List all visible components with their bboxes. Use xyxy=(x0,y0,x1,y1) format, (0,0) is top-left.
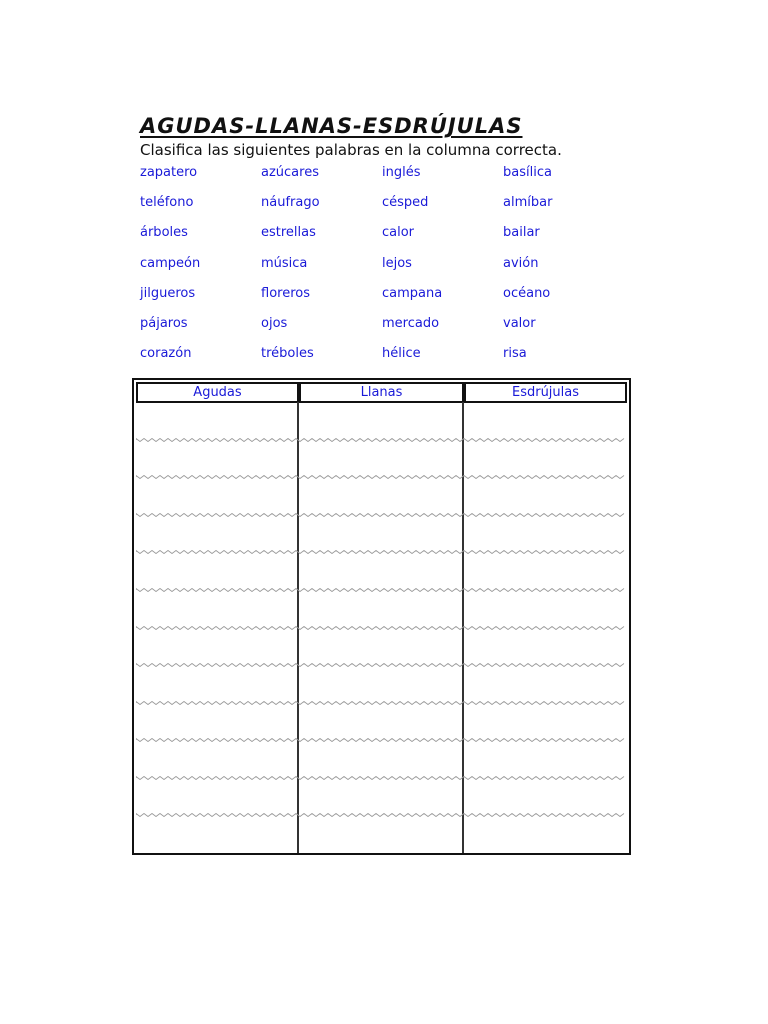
word-item: basílica xyxy=(503,165,552,180)
row-writing-line xyxy=(136,475,627,479)
word-item: océano xyxy=(503,286,551,301)
row-writing-line xyxy=(136,626,627,630)
word-item: azúcares xyxy=(261,165,319,180)
word-item: mercado xyxy=(382,316,440,331)
row-writing-line xyxy=(136,663,627,667)
word-item: avión xyxy=(503,256,539,271)
word-item: árboles xyxy=(140,225,188,240)
word-item: inglés xyxy=(382,165,421,180)
word-item: corazón xyxy=(140,346,192,361)
row-writing-line xyxy=(136,550,627,554)
column-header-esdrujulas: Esdrújulas xyxy=(464,382,627,403)
worksheet-title: AGUDAS-LLANAS-ESDRÚJULAS xyxy=(140,114,523,138)
row-writing-line xyxy=(136,588,627,592)
word-item: zapatero xyxy=(140,165,198,180)
word-item: bailar xyxy=(503,225,540,240)
row-writing-line xyxy=(136,701,627,705)
row-writing-line xyxy=(136,738,627,742)
row-writing-line xyxy=(136,776,627,780)
column-header-llanas: Llanas xyxy=(299,382,464,403)
word-item: hélice xyxy=(382,346,421,361)
word-item: campana xyxy=(382,286,443,301)
word-item: risa xyxy=(503,346,527,361)
word-item: campeón xyxy=(140,256,201,271)
word-item: jilgueros xyxy=(140,286,196,301)
column-header-agudas: Agudas xyxy=(136,382,299,403)
word-item: ojos xyxy=(261,316,288,331)
row-writing-line xyxy=(136,438,627,442)
word-item: floreros xyxy=(261,286,310,301)
word-item: náufrago xyxy=(261,195,320,210)
word-item: música xyxy=(261,256,308,271)
word-item: teléfono xyxy=(140,195,194,210)
word-item: pájaros xyxy=(140,316,188,331)
row-writing-line xyxy=(136,513,627,517)
word-item: lejos xyxy=(382,256,412,271)
row-writing-line xyxy=(136,813,627,817)
word-item: tréboles xyxy=(261,346,314,361)
word-item: estrellas xyxy=(261,225,316,240)
instruction-text: Clasifica las siguientes palabras en la columna correcta. xyxy=(140,141,562,159)
word-item: calor xyxy=(382,225,415,240)
word-item: almíbar xyxy=(503,195,553,210)
word-item: valor xyxy=(503,316,536,331)
classification-table xyxy=(132,378,631,855)
word-item: césped xyxy=(382,195,429,210)
